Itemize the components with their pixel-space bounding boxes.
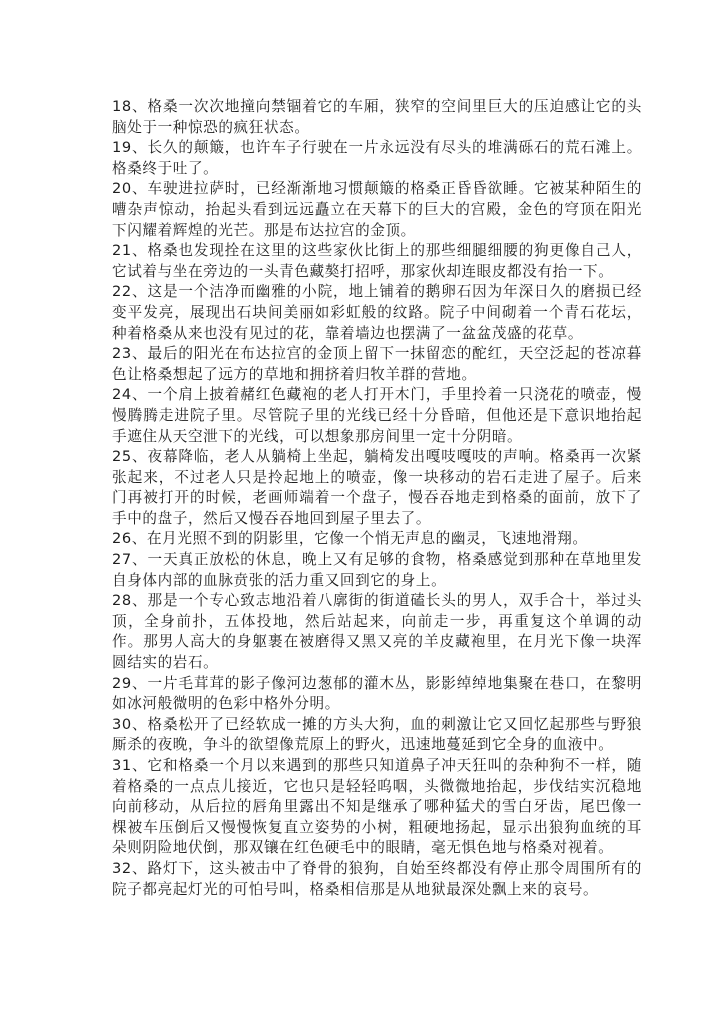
paragraph-31: 31、它和格桑一个月以来遇到的那些只知道鼻子冲天狂叫的杂种狗不一样，随着格桑的一点点儿接近，它也只是轻轻呜咽，头微微地抬起，步伐结实沉稳地向前移动，从后拉的唇角里露出不知是继承了哪种猛犬的雪白牙齿，尾巴像一棵被车压倒后又慢慢恢复直立姿势的小树，粗硬地扬起，显示出狼狗血统的耳朵则阴险地伏倒，那双镶在红色硬毛中的眼睛，毫无惧色地与格桑对视着。 bbox=[112, 757, 642, 857]
document-body bbox=[112, 97, 642, 900]
paragraph-30: 30、格桑松开了已经软成一摊的方头大狗，血的刺激让它又回忆起那些与野狼厮杀的夜晚，争斗的欲望像荒原上的野火，迅速地蔓延到它全身的血液中。 bbox=[112, 715, 642, 754]
paragraph-20: 20、车驶进拉萨时，已经渐渐地习惯颠簸的格桑正昏昏欲睡。它被某种陌生的嘈杂声惊动，抬起头看到远远矗立在天幕下的巨大的宫殿，金色的穹顶在阳光下闪耀着辉煌的光芒。那是布达拉宫的金顶。 bbox=[112, 180, 642, 239]
paragraph-28: 28、那是一个专心致志地沿着八廓街的街道磕长头的男人，双手合十，举过头顶，全身前扑，五体投地，然后站起来，向前走一步，再重复这个单调的动作。那男人高大的身躯裹在被磨得又黑又亮的羊皮藏袍里，在月光下像一块浑圆结实的岩石。 bbox=[112, 592, 642, 672]
paragraph-22: 22、这是一个洁净而幽雅的小院，地上铺着的鹅卵石因为年深日久的磨损已经变平发亮，展现出石块间美丽如彩虹般的纹路。院子中间砌着一个青石花坛，种着格桑从来也没有见过的花，靠着墙边也摆满了一盆盆茂盛的花草。 bbox=[112, 283, 642, 342]
paragraph-19: 19、长久的颠簸，也许车子行驶在一片永远没有尽头的堆满砾石的荒石滩上。格桑终于吐了。 bbox=[112, 139, 642, 177]
paragraph-18: 18、格桑一次次地撞向禁锢着它的车厢，狭窄的空间里巨大的压迫感让它的头脑处于一种惊恐的疯狂状态。 bbox=[112, 98, 642, 136]
paragraph-26: 26、在月光照不到的阴影里，它像一个悄无声息的幽灵，飞速地滑翔。 bbox=[112, 530, 588, 548]
paragraph-27: 27、一天真正放松的休息，晚上又有足够的食物，格桑感觉到那种在草地里发自身体内部的血脉贲张的活力重又回到它的身上。 bbox=[112, 551, 642, 589]
paragraph-29: 29、一片毛茸茸的影子像河边葱郁的灌木丛，影影绰绰地集聚在巷口，在黎明如冰河般微明的色彩中格外分明。 bbox=[112, 674, 642, 713]
paragraph-21: 21、格桑也发现拴在这里的这些家伙比街上的那些细腿细腰的狗更像自己人，它试着与坐在旁边的一头青色藏獒打招呼，那家伙却连眼皮都没有抬一下。 bbox=[112, 242, 642, 280]
paragraph-32: 32、路灯下，这头被击中了脊骨的狼狗，自始至终都没有停止那令周围所有的院子都亮起灯光的可怕号叫，格桑相信那是从地狱最深处飘上来的哀号。 bbox=[112, 859, 642, 898]
paragraph-25: 25、夜幕降临，老人从躺椅上坐起，躺椅发出嘎吱嘎吱的声响。格桑再一次紧张起来，不过老人只是拎起地上的喷壶，像一块移动的岩石走进了屋子。后来门再被打开的时候，老画师端着一个盘子，慢吞吞地走到格桑的面前，放下了手中的盘子，然后又慢吞吞地回到屋子里去了。 bbox=[112, 448, 642, 527]
paragraph-23: 23、最后的阳光在布达拉宫的金顶上留下一抹留恋的酡红，天空泛起的苍凉暮色让格桑想起了远方的草地和拥挤着归牧羊群的营地。 bbox=[112, 345, 642, 383]
paragraph-24: 24、一个肩上披着赭红色藏袍的老人打开木门，手里拎着一只浇花的喷壶，慢慢腾腾走进院子里。尽管院子里的光线已经十分昏暗，但他还是下意识地抬起手遮住从天空泄下的光线，可以想象那房间里一定十分阴暗。 bbox=[112, 386, 642, 445]
